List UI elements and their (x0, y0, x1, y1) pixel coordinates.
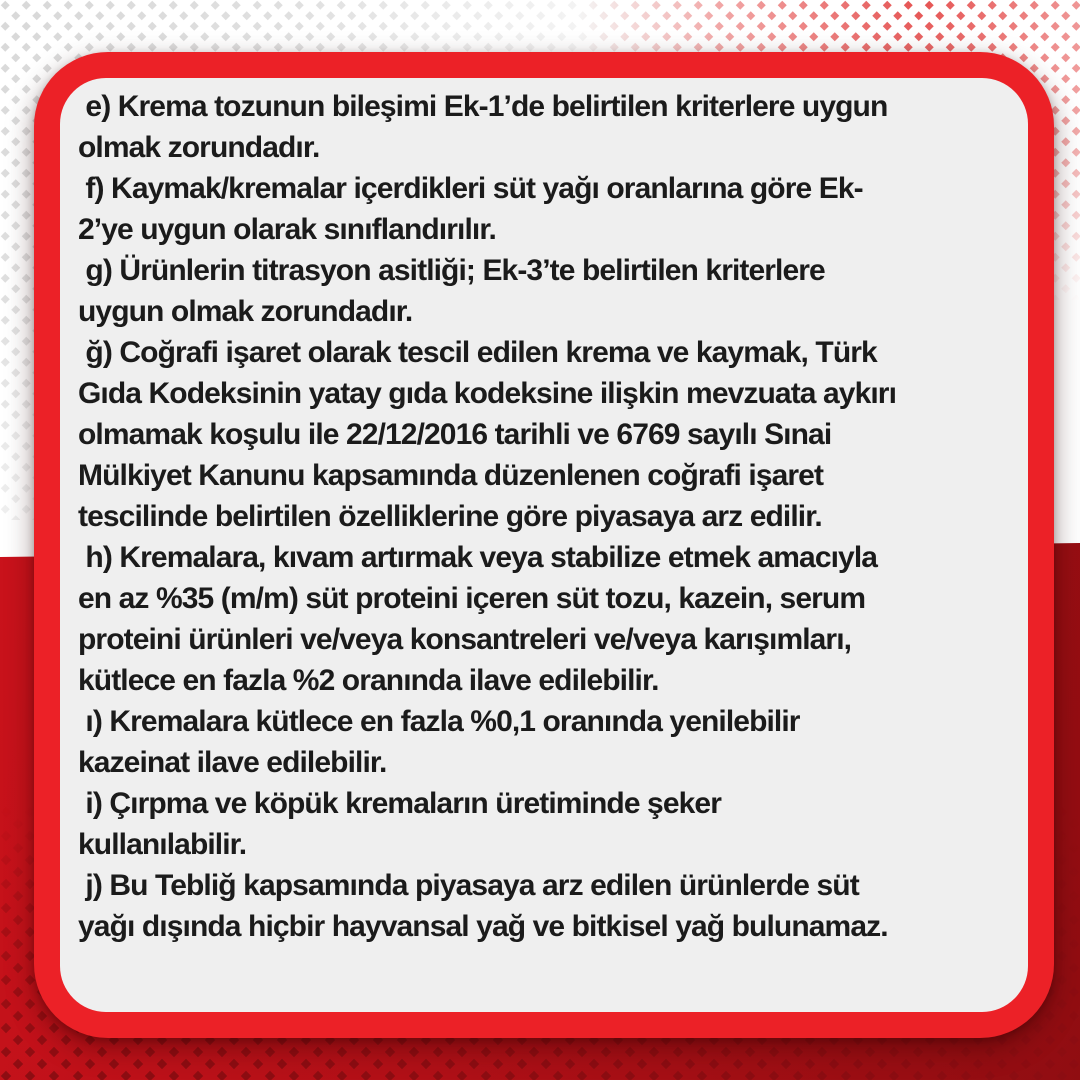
regulation-text (60, 78, 1028, 947)
clause-h-line: h) Kremalara, kıvam artırmak veya stabilize etmek amacıyla (78, 541, 878, 574)
clause-g-line: g) Ürünlerin titrasyon asitliği; Ek-3’te belirtilen kriterlere (78, 254, 825, 287)
clause-f-line: 2’ye uygun olarak sınıflandırılır. (78, 213, 496, 246)
clause-e-line: olmak zorundadır. (78, 131, 320, 164)
clause-gbreve-line: tescilinde belirtilen özelliklerine göre piyasaya arz edilir. (78, 500, 822, 533)
clause-g-line: uygun olmak zorundadır. (78, 295, 413, 328)
clause-i (78, 783, 1014, 865)
clause-gbreve-line: olmamak koşulu ile 22/12/2016 tarihli ve 6769 sayılı Sınai (78, 418, 832, 451)
clause-h-line: proteini ürünleri ve/veya konsantreleri ve/veya karışımları, (78, 623, 852, 656)
clause-i-line: kullanılabilir. (78, 828, 247, 861)
clause-e (78, 86, 1014, 168)
clause-e-line: e) Krema tozunun bileşimi Ek-1’de belirtilen kriterlere uygun (78, 90, 888, 123)
clause-f (78, 168, 1014, 250)
clause-gbreve-line: Gıda Kodeksinin yatay gıda kodeksine ilişkin mevzuata aykırı (78, 377, 897, 410)
clause-dotless-i-line: ı) Kremalara kütlece en fazla %0,1 oranında yenilebilir (78, 705, 800, 738)
clause-j (78, 865, 1014, 947)
clause-g (78, 250, 1014, 332)
clause-gbreve-line: Mülkiyet Kanunu kapsamında düzenlenen coğrafi işaret (78, 459, 824, 492)
clause-f-line: f) Kaymak/kremalar içerdikleri süt yağı oranlarına göre Ek- (78, 172, 863, 205)
clause-gbreve (78, 332, 1014, 537)
clause-dotless-i-line: kazeinat ilave edilebilir. (78, 746, 387, 779)
clause-h (78, 537, 1014, 701)
clause-dotless-i (78, 701, 1014, 783)
card-inner (60, 78, 1028, 1012)
clause-j-line: yağı dışında hiçbir hayvansal yağ ve bitkisel yağ bulunamaz. (78, 910, 888, 943)
clause-i-line: i) Çırpma ve köpük kremaların üretiminde şeker (78, 787, 721, 820)
clause-h-line: en az %35 (m/m) süt proteini içeren süt tozu, kazein, serum (78, 582, 866, 615)
clause-h-line: kütlece en fazla %2 oranında ilave edilebilir. (78, 664, 659, 697)
clause-j-line: j) Bu Tebliğ kapsamında piyasaya arz edilen ürünlerde süt (78, 869, 859, 902)
content-card (34, 52, 1054, 1038)
clause-gbreve-line: ğ) Coğrafi işaret olarak tescil edilen krema ve kaymak, Türk (78, 336, 877, 369)
